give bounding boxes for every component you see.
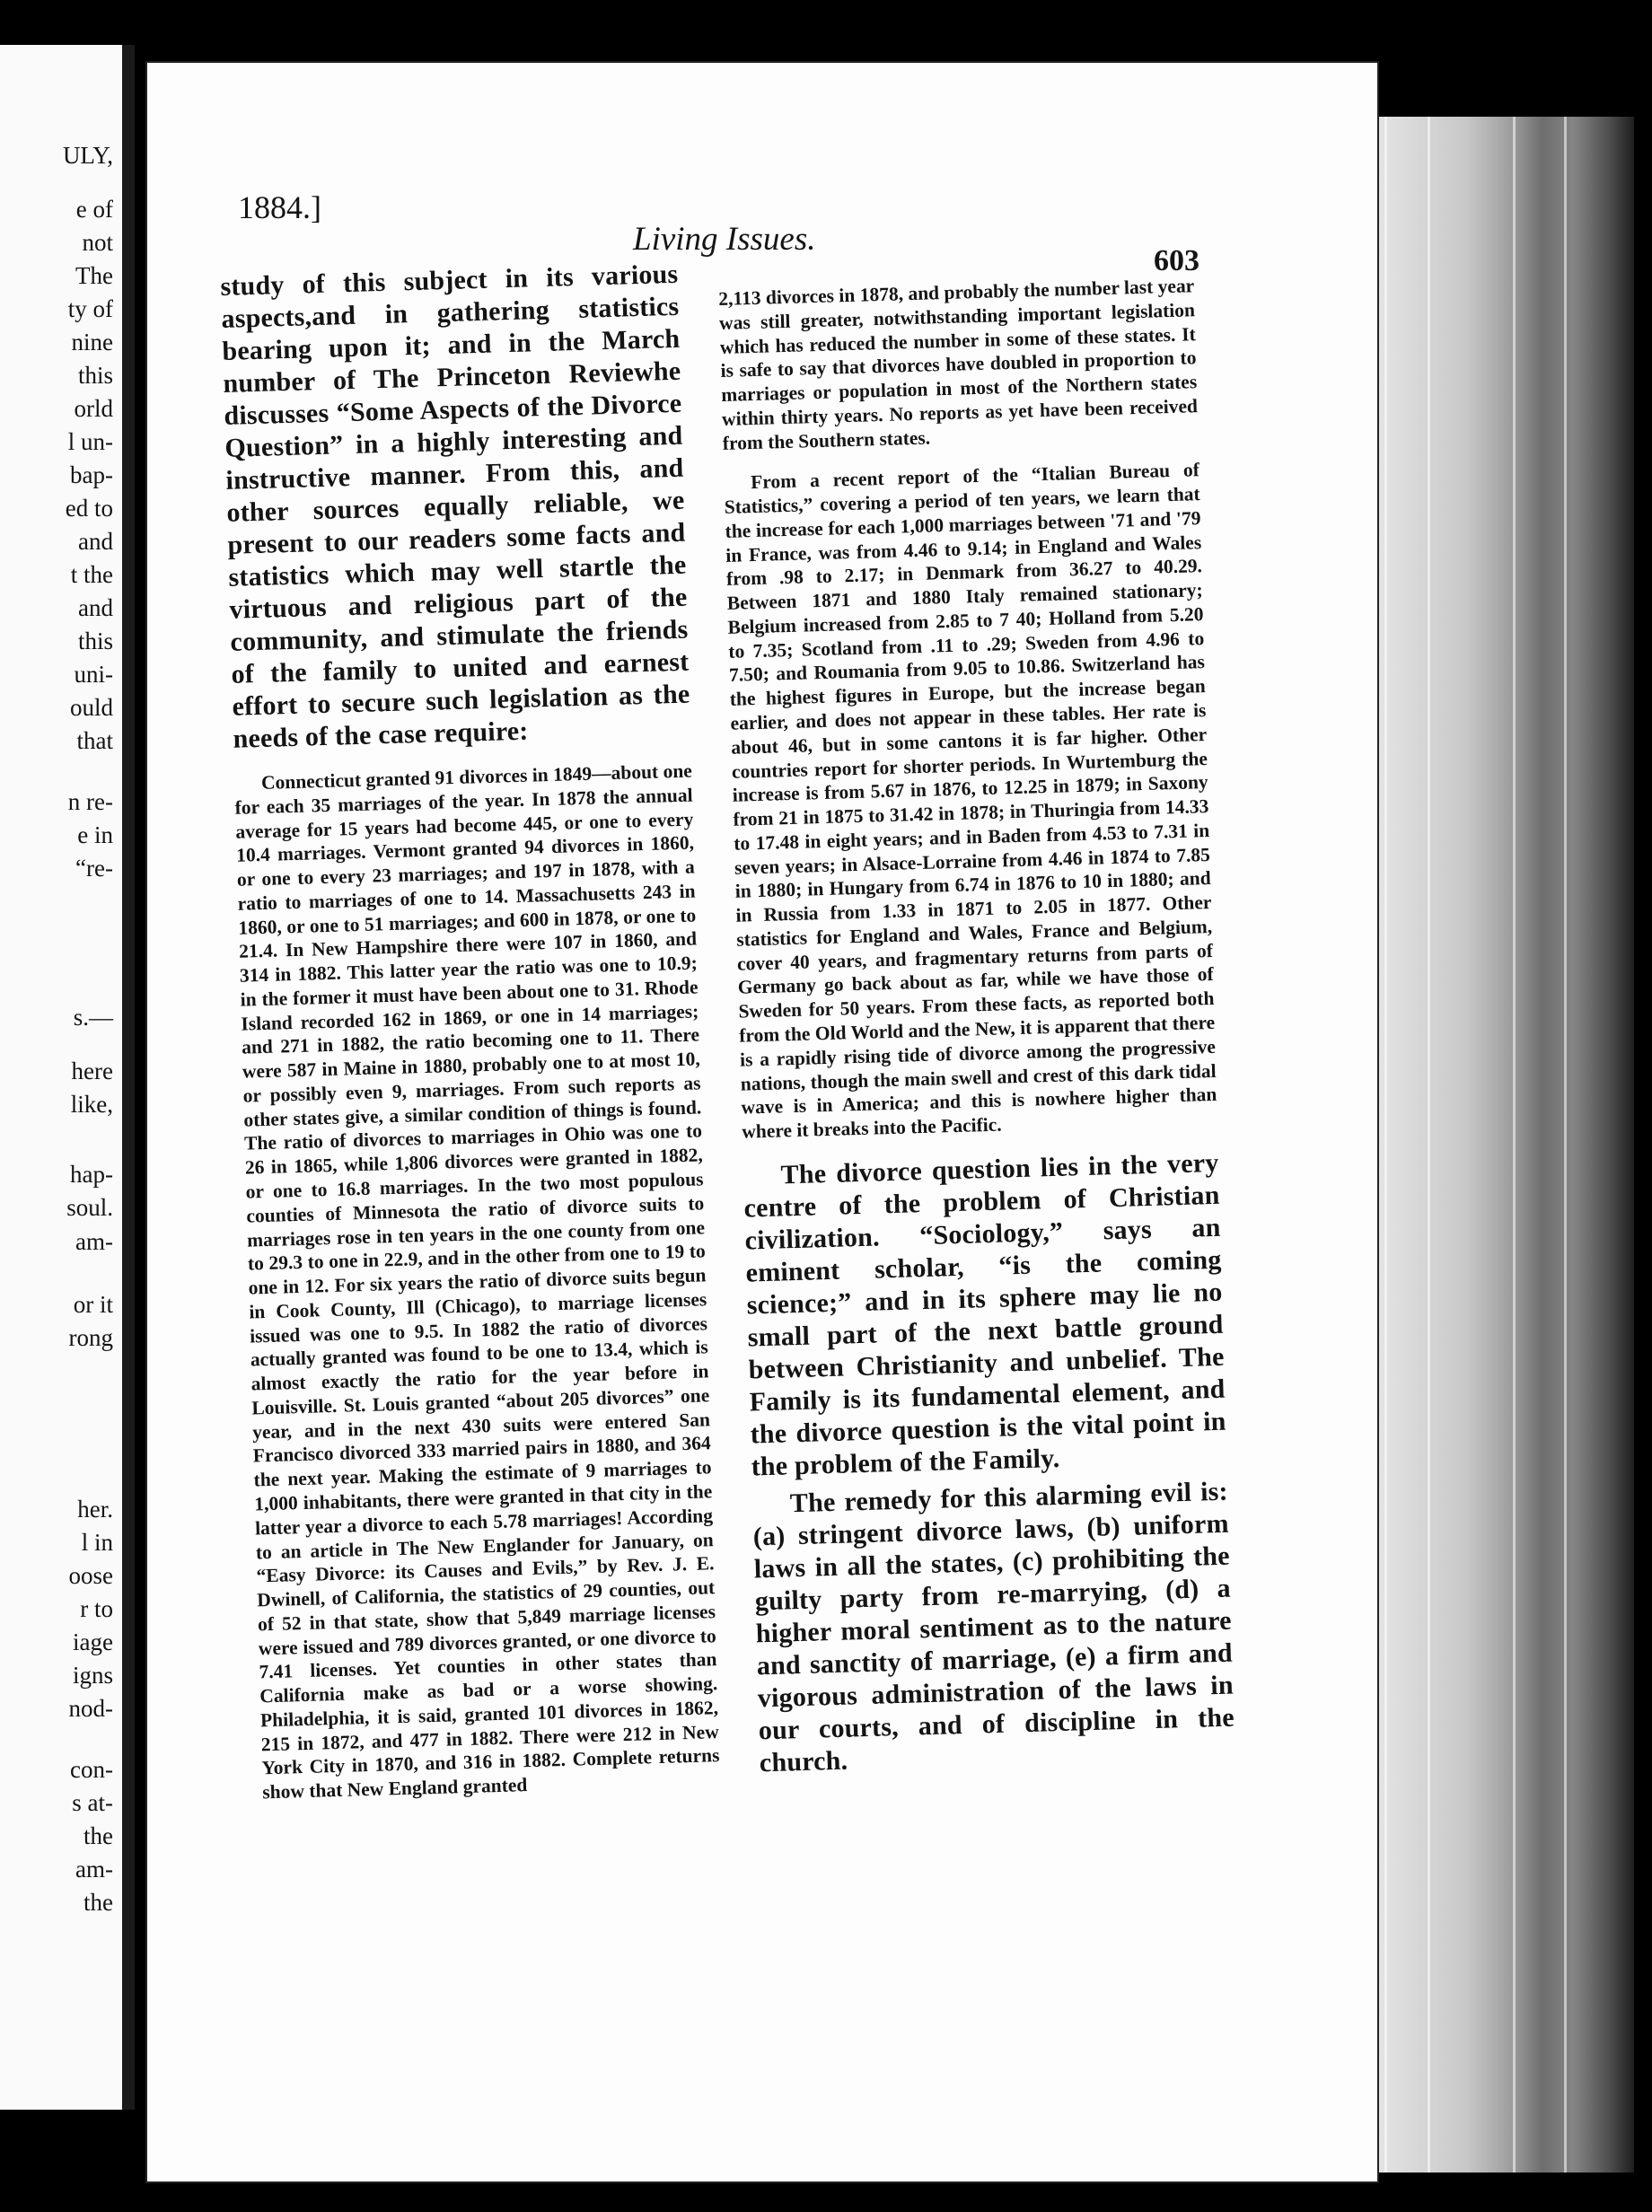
previous-page-fragment: s at- [72, 1789, 113, 1816]
previous-page-fragment: e in [77, 821, 113, 848]
previous-page-fragment: nod- [68, 1695, 113, 1722]
previous-page-fragment: uni- [74, 661, 113, 688]
previous-page-fragment: this [77, 362, 113, 389]
running-head-year: 1884.] [238, 189, 321, 225]
previous-page-fragment: iage [73, 1628, 113, 1655]
previous-page-fragment: e of [75, 196, 113, 223]
remedy-paragraph: The remedy for this alarming evil is: (a) stringent divorce laws, (b) uniform laws in all the states, (c) prohibiting the guilty party from re-marrying, (d) a higher moral sentiment as to the nature and sanctity of marriage, (e) a firm and vigorous administration of the laws in our courts, and of discipline in the church. [752, 1476, 1235, 1778]
previous-page-fragment: this [77, 628, 113, 654]
right-column [718, 274, 1235, 1779]
previous-page-fragment: oose [68, 1562, 113, 1589]
previous-page-fragment: ould [69, 694, 113, 721]
statistics-paragraph: Connecticut granted 91 divorces in 1849—about one for each 35 marriages of the year. In 1878 the annual average for 15 years had become 445, or one to every 10.4 marriages. Vermont granted 94 divorces in 1860, or one to every 23 marriages; and 197 in 1878, with a ratio to marriages of one to 14. Massachusetts 243 in 1860, or one to 51 marriages; and 600 in 1878, or one to 21.4. In New Hampshire there were 107 in 1860, and 314 in 1882. This latter year the ratio was one to 10.9; in the former it must have been about one to 31. Rhode Island recorded 162 in 1869, or one in 14 marriages; and 271 in 1882, the ratio becoming one to 11. There were 587 in Maine in 1880, probably one to at most 10, or possibly even 9, marriages. From such reports as other states give, a similar condition of things is found. The ratio of divorces to marriages in Ohio was one to 26 in 1865, while 1,806 divorces were granted in 1882, or one to 16.8 marriages. In the two most populous counties of Minnesota the ratio of divorce suits to marriages rose in ten years in the one county from one to 29.3 to one in 22.9, and in the other from one to 19 to one in 12. For six years the ratio of divorce suits begun in Cook County, Ill (Chicago), to marriage licenses issued was one to 9.5. In 1882 the ratio of divorces actually granted was found to be one to 13.4, which is almost exactly the ratio for the year before in Louisville. St. Louis granted “about 205 divorces” one year, and in the next 430 suits were entered San Francisco divorced 333 married pairs in 1880, and 364 the next year. Making the estimate of 9 marriages to 1,000 inhabitants, there were granted in that city in the latter year a divorce to each 5.78 marriages! According to an article in The New Englander for January, on “Easy Divorce: its Causes and Evils,” by Rev. J. E. Dwinell, of California, the statistics of 29 counties, out of 52 in that state, show that 5,849 marriage licenses were issued and 789 divorces granted, or one divorce to 7.41 licenses. Yet counties in other states than California make as bad or a worse showing. Philadelphia, it is said, granted 101 divorces in 1862, 215 in 1872, and 477 in 1882. There were 212 in New York City in 1870, and 316 in 1882. Complete returns show that New England granted [234, 759, 720, 1804]
previous-page-fragment: ULY, [62, 142, 113, 169]
previous-page-fragment: The [75, 262, 113, 289]
running-head-title: Living Issues. [633, 221, 816, 258]
previous-page-fragment: l un- [67, 428, 113, 455]
sociology-paragraph: The divorce question lies in the very centre of the problem of Christian civilization. “Sociology,” says an eminent scholar, “is the coming science;” and in its sphere may lie no small part of the next battle ground between Christianity and unbelief. The Family is its fundamental element, and the divorce question is the vital point in the problem of the Family. [743, 1147, 1226, 1482]
previous-page-fragment: here [71, 1058, 113, 1084]
previous-page-fragment: soul. [66, 1194, 113, 1221]
left-column [220, 259, 721, 1804]
previous-page-fragment: or it [73, 1291, 113, 1318]
previous-page-fragment: am- [75, 1856, 113, 1883]
european-statistics-paragraph: From a recent report of the “Italian Bureau of Statistics,” covering a period of ten years, we learn that the increase for each 1,000 marriages between '71 and '79 in France, was from 4.46 to 9.14; in England and Wales from .98 to 2.17; in Denmark from 36.27 to 40.29. Between 1871 and 1880 Italy remained stationary; Belgium increased from 2.85 to 7 40; Holland from 5.20 to 7.35; Scotland from .11 to .29; Sweden from 4.96 to 7.50; and Roumania from 9.05 to 10.86. Switzerland has the highest figures in Europe, but the increase began earlier, and does not appear in these tables. Her rate is about 46, but in some cantons it is far higher. Other countries report for shorter periods. In Wurtemburg the increase is from 5.67 in 1876, to 12.25 in 1879; in Saxony from 21 in 1875 to 31.42 in 1878; in Thuringia from 14.33 to 17.48 in eight years; and in Baden from 4.53 to 7.31 in seven years; in Alsace-Lorraine from 4.46 in 1874 to 7.85 in 1880; in Hungary from 6.74 in 1876 to 10 in 1880; and in Russia from 1.33 in 1871 to 2.05 in 1877. Other statistics for England and Wales, France and Belgium, cover 40 years, and fragmentary returns from parts of Germany go back about as far, while we have those of Sweden for 50 years. From these facts, as reported both from the Old World and the New, it is apparent that there is a rapidly rising tide of divorce among the progressive nations, though the main swell and crest of this dark tidal wave is in America; and this is nowhere higher than where it breaks into the Pacific. [724, 459, 1217, 1143]
previous-page-fragment: that [76, 727, 113, 754]
previous-page-fragment: bap- [70, 461, 113, 488]
previous-page-edge [0, 45, 135, 2110]
previous-page-fragment: her. [77, 1496, 113, 1523]
previous-page-fragment: n re- [67, 788, 113, 815]
previous-page-fragment: hap- [70, 1161, 113, 1188]
page-number: 603 [1154, 244, 1199, 277]
previous-page-fragment: the [83, 1822, 113, 1849]
previous-page-fragment: s.— [73, 1004, 113, 1031]
previous-page-fragment: l in [81, 1529, 113, 1556]
previous-page-fragment: ed to [65, 495, 113, 522]
previous-page-fragment: nine [71, 329, 113, 356]
previous-page-fragment: con- [70, 1756, 113, 1783]
previous-page-fragment: not [82, 229, 113, 256]
previous-page-fragment: igns [72, 1662, 113, 1689]
previous-page-fragment: “re- [75, 855, 113, 882]
previous-page-fragment: am- [75, 1228, 113, 1255]
previous-page-fragment: t the [70, 561, 113, 588]
previous-page-fragment: orld [74, 395, 113, 422]
continued-paragraph: 2,113 divorces in 1878, and probably the number last year was still greater, notwithstanding important legislation which has reduced the number in some of these states. It is safe to say that divorces have doubled in proportion to marriages or population in most of the Northern states within thirty years. No reports as yet have been received from the Southern states. [718, 275, 1199, 454]
previous-page-fragment: and [78, 528, 113, 555]
intro-paragraph: study of this subject in its various aspects,and in gathering statistics bearing upon it; and in the March number of The Princeton Reviewhe discusses “Some Aspects of the Divorce Question” in a highly interesting and instructive manner. From this, and other sources equally reliable, we present to our readers some facts and statistics which may well startle the virtuous and religious part of the community, and stimulate the friends of the family to united and earnest effort to secure such legislation as the needs of the case require: [220, 259, 690, 754]
previous-page-fragment: ty of [67, 295, 113, 322]
previous-page-fragment: r to [80, 1595, 113, 1622]
previous-page-fragment: and [78, 594, 113, 621]
previous-page-fragment: the [83, 1889, 113, 1916]
previous-page-fragment: rong [68, 1324, 113, 1351]
previous-page-fragment: like, [70, 1091, 113, 1118]
